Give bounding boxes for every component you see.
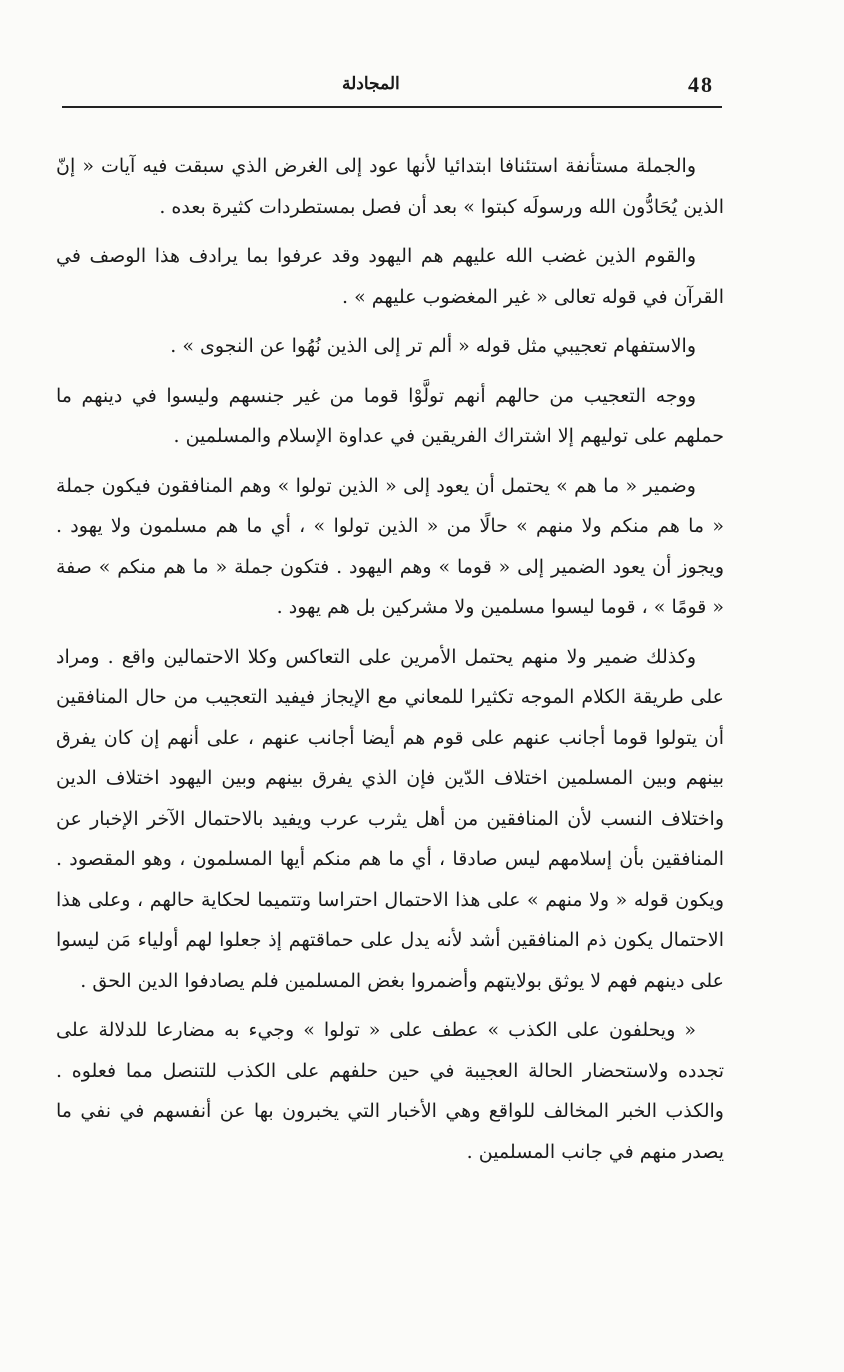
page-number: 48: [688, 72, 714, 97]
header-rule: [62, 106, 722, 108]
page-body: [56, 146, 724, 1181]
paragraph-5: وضمير « ما هم » يحتمل أن يعود إلى « الذين تولوا » وهم المنافقون فيكون جملة « ما هم منكم ولا منهم » حالًا من « الذين تولوا » ، أي ما هم مسلمون ولا يهود . ويجوز أن يعود الضمير إلى « قوما » وهم اليهود . فتكون جملة « ما هم منكم » صفة « قومًا » ، قوما ليسوا مسلمين ولا مشركين بل هم يهود .: [56, 474, 724, 618]
running-title: المجادلة: [342, 74, 400, 94]
paragraph-6: وكذلك ضمير ولا منهم يحتمل الأمرين على التعاكس وكلا الاحتمالين واقع . ومراد على طريقة الكلام الموجه تكثيرا للمعاني مع الإيجاز فيفيد التعجيب من حال المنافقين أن يتولوا قوما أجانب عنهم على قوم هم أيضا أجانب عنهم ، على أنهم إن كان يفرق بينهم وبين المسلمين اختلاف الدّين فإن الذي يفرق بينهم وبين اليهود اختلاف الدين واختلاف النسب لأن المنافقين من أهل يثرب عرب ويفيد بالاحتمال الآخر الإخبار عن المنافقين بأن إسلامهم ليس صادقا ، أي ما هم منكم أيها المسلمون ، وهو المقصود . ويكون قوله « ولا منهم » على هذا الاحتمال احتراسا وتتميما لحكاية حالهم ، وعلى هذا الاحتمال يكون ذم المنافقين أشد لأنه يدل على حماقتهم إذ جعلوا لهم أولياء مَن ليسوا على دينهم فهم لا يوثق بولايتهم وأضمروا بغض المسلمين فلم يصادفوا الدين الحق .: [56, 645, 724, 992]
paragraph-2: والقوم الذين غضب الله عليهم هم اليهود وقد عرفوا بما يرادف هذا الوصف في القرآن في قوله تعالى « غير المغضوب عليهم » .: [56, 245, 724, 308]
paragraph-1: والجملة مستأنفة استئنافا ابتدائيا لأنها عود إلى الغرض الذي سبقت فيه آيات « إنّ الذين يُحَادُّون الله ورسولَه كبتوا » بعد أن فصل بمستطردات كثيرة بعده .: [56, 155, 724, 218]
paragraph-3: والاستفهام تعجيبي مثل قوله « ألم تر إلى الذين نُهُوا عن النجوى » .: [170, 335, 696, 357]
paragraph-4: ووجه التعجيب من حالهم أنهم تولَّوْا قوما من غير جنسهم وليسوا في دينهم ما حملهم على توليهم إلا اشتراك الفريقين في عداوة الإسلام والمسلمين .: [56, 384, 724, 447]
paragraph-7: « ويحلفون على الكذب » عطف على « تولوا » وجيء به مضارعا للدلالة على تجدده ولاستحضار الحالة العجيبة في حين حلفهم على الكذب للتنصل مما فعلوه . والكذب الخبر المخالف للواقع وهي الأخبار التي يخبرون بها عن أنفسهم في نفي ما يصدر منهم في جانب المسلمين .: [56, 1019, 724, 1163]
page-header: [62, 68, 722, 106]
